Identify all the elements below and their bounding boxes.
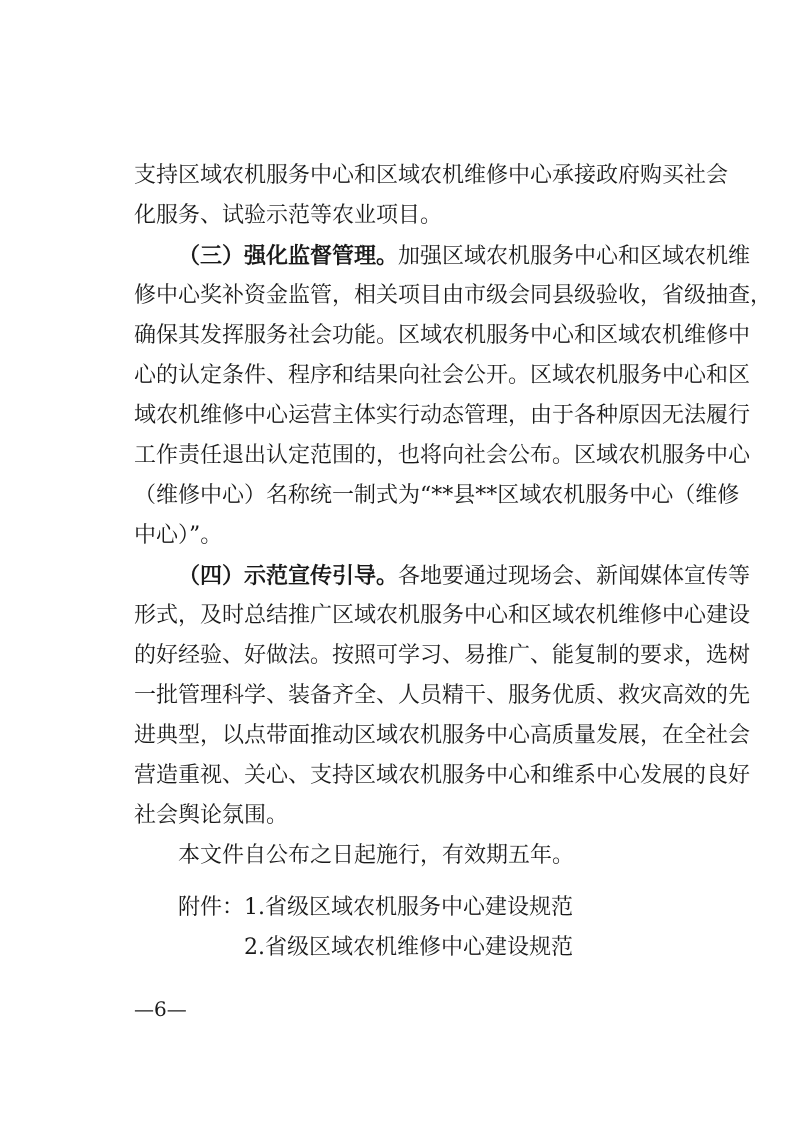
paragraph-2-line-8: 中心）”。 [134, 523, 223, 548]
effective-date-paragraph: 本文件自公布之日起施行，有效期五年。 [178, 843, 575, 868]
paragraph-2-line-2: 修中心奖补资金监管，相关项目由市级会同县级验收，省级抽查， [134, 283, 773, 308]
page-number: —6— [134, 997, 187, 1021]
paragraph-3-line-3: 的好经验、好做法。按照可学习、易推广、能复制的要求，选树 [134, 643, 751, 668]
paragraph-2-line-5: 域农机维修中心运营主体实行动态管理，由于各种原因无法履行 [134, 403, 751, 428]
section-heading-4: （四）示范宣传引导。 [178, 563, 399, 589]
attachment-item-2: 2.省级区域农机维修中心建设规范 [244, 935, 573, 960]
paragraph-2-line-4: 心的认定条件、程序和结果向社会公开。区域农机服务中心和区 [134, 363, 751, 388]
paragraph-3-line-6: 营造重视、关心、支持区域农机服务中心和维系中心发展的良好 [134, 763, 751, 788]
paragraph-2-line-3: 确保其发挥服务社会功能。区域农机服务中心和区域农机维修中 [134, 323, 751, 348]
paragraph-2-line-1-text: 加强区域农机服务中心和区域农机维 [398, 244, 751, 269]
paragraph-3-line-7: 社会舆论氛围。 [134, 803, 289, 828]
paragraph-3-line-4: 一批管理科学、装备齐全、人员精干、服务优质、救灾高效的先 [134, 683, 751, 708]
paragraph-1-line-1: 支持区域农机服务中心和区域农机维修中心承接政府购买社会 [134, 163, 729, 188]
paragraph-2-line-6: 工作责任退出认定范围的，也将向社会公布。区域农机服务中心 [134, 443, 751, 468]
attachment-item-1: 1.省级区域农机服务中心建设规范 [244, 895, 573, 920]
paragraph-3-line-5: 进典型，以点带面推动区域农机服务中心高质量发展，在全社会 [134, 723, 751, 748]
paragraph-3-line-1 [178, 556, 751, 596]
paragraph-2-line-1 [178, 236, 751, 276]
paragraph-2-line-7: （维修中心）名称统一制式为“**县**区域农机服务中心（维修 [134, 483, 740, 508]
paragraph-1-line-2: 化服务、试验示范等农业项目。 [134, 203, 443, 228]
section-heading-3: （三）强化监督管理。 [178, 243, 399, 269]
attachments-label: 附件： [178, 895, 245, 920]
paragraph-3-line-1-text: 各地要通过现场会、新闻媒体宣传等 [398, 564, 751, 589]
paragraph-3-line-2: 形式，及时总结推广区域农机服务中心和区域农机维修中心建设 [134, 603, 751, 628]
